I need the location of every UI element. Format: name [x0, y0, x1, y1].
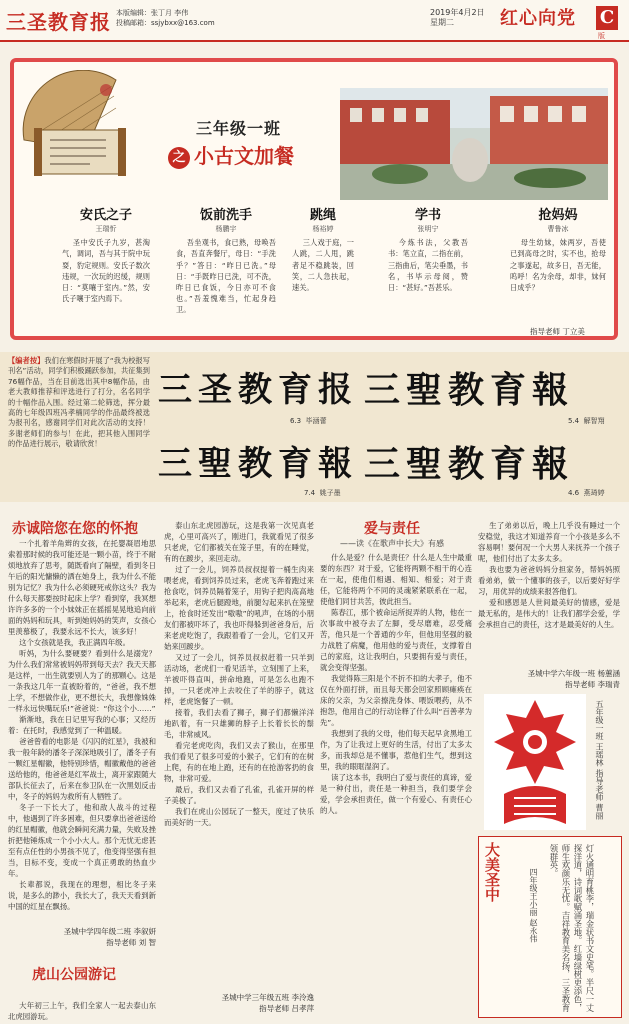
teacher-sign: 指导老师 吕孝萍	[259, 1004, 314, 1013]
story-2	[176, 208, 276, 316]
calligraphy-caption-3	[304, 488, 341, 498]
editor-line: 本版编辑：张丁月 李伟	[116, 9, 189, 17]
poem-lines: 灯火通明育桃李，瑞金状书文史笔。半尺一丈探洋道，诗词歌赋涌圣地。红墙绿树更添色，师生欢颜乐无忧。吉祥教育美名扬，三圣教育领群英。	[549, 844, 595, 1012]
story-text: 母生幼妹，妹两岁，吾使已到高母之时，实不也，抢母之事遂起，故多日，吾无能，呜呼！名为余母，却非，妹何日成乎？	[510, 238, 606, 293]
story-title: 饭前洗手	[199, 208, 252, 223]
fan-and-scroll-illustration	[16, 70, 144, 178]
author-sign: 圣城中学三年级五班 李泠逸	[221, 993, 314, 1002]
article-paragraph: 爸爸曾看的电影是《闪闪的红星》，我被和我一般年龄的潘冬子深深地吸引了，潘冬子有一颗红星帽徽，他特别珍惜，帽徽戴他的爸爸送给他的，他爸爸是红军战士，离开家跟随大部队长征去了，后来在参卫队在一次黑划反击中，冬子的妈妈为救所有人牺牲了。	[8, 737, 156, 801]
article-2-body	[164, 520, 314, 980]
story-title: 跳绳	[309, 208, 336, 223]
article-paragraph: 冬子一下长大了，他和敌人战斗的过程中，他遇到了许多困难，但只要拿出爸爸送给的红星帽徽，他就会瞬间充满力量，失败及挫折把他锤炼成一个小小大人。那个无忧无虑甚至有点任性的小男孩不见了，他变得坚强有担当，目标不变，变成一个真正勇敢的热血少年。	[8, 803, 156, 878]
article-3-subtitle: ——读《在歌声中长大》有感	[340, 539, 444, 548]
feature-teacher: 指导老师 丁立美	[530, 327, 585, 336]
score: 7.4	[304, 489, 316, 497]
series-title	[168, 140, 294, 169]
story-title: 学书	[414, 208, 441, 223]
email-line: 投稿邮箱：ssjybxx@163.com	[116, 19, 215, 27]
poem-title: 大美圣中	[483, 842, 501, 902]
article-4-sign	[478, 668, 620, 690]
calligraphy-work-2	[364, 362, 574, 413]
article-paragraph: 最后，我们又去看了孔雀，孔雀开屏的样子美极了。	[164, 785, 314, 805]
issue-weekday: 星期二	[430, 18, 454, 27]
page-letter-badge: C	[596, 6, 618, 30]
calligraphy-text: 三聖教育報	[364, 443, 575, 485]
score: 4.6	[568, 489, 580, 497]
series-name: 小古文加餐	[194, 144, 294, 168]
article-3-title: 爱与责任	[364, 521, 420, 537]
article-paragraph: 泰山东北虎园游玩，这是我第一次见真老虎，心里可高兴了，刚进门，我就看见了很多只老虎，它们都被关在笼子里，有的在睡觉，有的在踱步，来回走动。	[164, 521, 314, 563]
calligraphy-caption-2	[568, 416, 605, 426]
author: 姚子墨	[319, 489, 341, 497]
calligraphy-work-3	[158, 436, 358, 485]
article-paragraph: 接着，我们去看了狮子，狮子们都懒洋洋地趴着，有一只雄狮的脖子上长着长长的鬃毛，非常威风。	[164, 708, 314, 739]
article-paragraph: 长辈都说，我现在的理想，相比冬子来说，是多么的渺小，我长大了，我天天看到新中国的红星在飘扬。	[8, 880, 156, 911]
story-author: 杨鹏宇	[215, 225, 237, 233]
article-paragraph: 渐渐地，我在日记里写我的心事；又经历着：在托时，我感觉到了一种温暖。	[8, 715, 156, 735]
issue-date: 2019年4月2日	[430, 8, 485, 17]
article-paragraph: 一个扎着羊角辫的女孩，在托婴凝眉地思索着那时候的我可能还是一颗小苗，终于不耐烦地放弃了思考，随既看向了隔壁，看到冬日午后的阳光慵懒的洒在她身上，我为什么不能别为记忆？我为什么必须硬死戒你这头？我为什么每天都要按时起床上学？看到穿，我冥想许许多多的一个小妹妹正在摇摇晃晃地追向前面的妈妈和玩具，听到她妈妈的笑声，女孩心里羡慕极了，我要永远不长大，该多好！	[8, 539, 156, 636]
teacher-sign: 指导老师 刘 智	[106, 938, 156, 947]
article-1b-body	[8, 1000, 156, 1022]
story-title: 安氏之子	[79, 208, 132, 223]
story-author: 张明宁	[417, 225, 439, 233]
article-1b-title: 虎山公园游记	[32, 967, 116, 983]
story-1	[62, 208, 150, 304]
class-title: 三年级一班	[196, 119, 282, 138]
editor-note-text: 我们在寒假时开展了“我为校报写刊名”活动，同学们积极踊跃参加，共征集到76幅作品，当在目前选出其中8幅作品，由老大教师推荐和评选进行了打分，名名同学的十幅作品入围。经过第二轮筛选，挥分最高的七年级四班冯孝楠同学的作品最终被选为报刊名，感谢同学们对此次活动的支持！多谢老师们的参与！在此，把其他入围同学的作品进行展示，敬请欣赏！	[8, 356, 150, 449]
article-paragraph: 我想到了我的父母，他们每天起早贪黑地工作，为了让我过上更好的生活，付出了太多太多，而我却总是不懂事，惹他们生气，想到这里，我的眼眶湿润了。	[320, 729, 472, 771]
article-paragraph: 我觉得陈三阳是个不折不扣的大孝子，他不仅在外面打拼，而且每天都会回家照顾瘫痪在床的父亲，为父亲擦洗身体、喂饭喂药，从不抱怨，他用自己的行动诠释了什么叫“百善孝为先”。	[320, 674, 472, 727]
paper-cut-caption: 五年级一班 王瑶林 指导老师 曹丽	[595, 700, 604, 820]
article-paragraph: 读了这本书，我明白了爱与责任的真谛，爱是一种付出，责任是一种担当，我们要学会爱，学会承担责任，做一个有爱心、有责任心的人。	[320, 773, 472, 815]
editor-info	[116, 8, 215, 28]
article-paragraph: 又过了一会儿，饲养员叔叔赶着一只羊到活动场，老虎们一看见活羊，立刻围了上来，羊被吓得直叫，拼命地跑，可是怎么也跑不掉，一只老虎冲上去咬住了羊的脖子，就这样，老虎饱餐了一顿。	[164, 653, 314, 706]
story-5	[510, 208, 606, 293]
article-paragraph: 大年初三上午，我们全家人一起去泰山东北虎园游玩。	[8, 1001, 156, 1021]
score: 5.4	[568, 417, 580, 425]
author: 解智翔	[583, 417, 605, 425]
story-4	[388, 208, 468, 293]
article-1-title: 赤诚陪您在您的怀抱	[12, 521, 138, 537]
calligraphy-caption-1	[290, 416, 327, 426]
article-paragraph: 生了弟弟以后，晚上几乎没有睡过一个安稳觉，我这才知道养育一个小孩是多么不容易啊！要何况一个大男人来抚养一个孩子呢，他们付出了太多太多。	[478, 521, 620, 563]
story-author: 王瑞忻	[95, 225, 117, 233]
calligraphy-text: 三聖教育報	[158, 444, 358, 484]
section-title: 红心向党	[500, 8, 576, 29]
article-3-body	[320, 552, 472, 1018]
story-text: 今炼书法，父教吾书：笔立直，二指在前，三指曲后，笔尖垂墨，书名，书毕示母阅，赞日：“甚好。”吾甚乐。	[388, 238, 468, 293]
article-paragraph: 陈春江，那个被命运所捉弄的人物，他在一次事故中被夺去了左脚，受尽磨难，忍受痛苦，他只是一个普通的少年，但他用坚强的毅力战胜了病魔，他用他的爱与责任，支撑着自己的家庭，这让我明白，只要拥有爱与责任，就会变得坚强。	[320, 608, 472, 672]
campus-photo	[340, 88, 608, 200]
article-4-body	[478, 520, 620, 664]
editor-note	[8, 356, 150, 450]
article-paragraph: 我们在虎山公园玩了一整天，度过了快乐而美好的一天。	[164, 807, 314, 827]
article-1-sign	[8, 926, 156, 948]
calligraphy-work-1	[158, 362, 358, 411]
story-3	[292, 208, 354, 293]
article-paragraph: 看完老虎吃肉，我们又去了猴山，在那里我们看见了很多可爱的小猴子，它们有的在树上爬，有的在地上跑，还有的在抢游客扔的食物，非常可爱。	[164, 741, 314, 783]
story-text: 三人戏于庭，一人跳，二人甩，跳者足不稳跳装，回笑，二人急扶起，速关。	[292, 238, 354, 293]
story-text: 吾坐观书，食已熟，母唤吾食，吾直奔餐厅，母日：“手洗乎？”答日：“昨日已洗。”母日：“手既昨日已洗，可不洗，昨日已食饭，今日亦可不食也。”吾羞愧难当，忙起身趋卫。	[176, 238, 276, 315]
article-paragraph: 这个女孩就是我，我正满四年级。	[19, 638, 130, 647]
calligraphy-text: 三聖教育報	[364, 369, 575, 411]
article-paragraph: 过了一会儿，饲养员叔叔提着一桶生肉来喂老虎，看到饲养员过来，老虎飞奔着跑过来抢食吃，饲养员隔着笼子，用钩子把肉高高地举起来，老虎后腿蹬地，前腿勾起来扒在笼壁上，抢食时还发出“嗷嗷”的吼声，在场的小朋友们都被吓坏了，我也吓得躲到爸爸身后，后来老虎吃饱了，我跟着看了一会儿，它们又开始来回踱步。	[164, 565, 314, 651]
story-author: 曹鲁冰	[547, 225, 569, 233]
story-title: 抢妈妈	[538, 208, 578, 223]
score: 6.3	[290, 417, 302, 425]
poem-author: 四年级王小丽 赵永伟	[529, 868, 538, 943]
author: 毕涵蕾	[305, 417, 327, 425]
series-circle-char: 之	[168, 147, 190, 169]
editor-note-label: 【编者按】	[8, 356, 45, 365]
story-author: 杨裕婷	[312, 225, 334, 233]
paper-cut-illustration	[484, 694, 586, 830]
masthead-title: 三圣教育报	[6, 10, 111, 34]
calligraphy-text: 三圣教育报	[158, 370, 358, 410]
teacher-sign: 指导老师 李瑞青	[565, 680, 620, 689]
author-sign: 圣城中学四年级二班 李叙妍	[63, 927, 156, 936]
article-2-sign	[164, 992, 314, 1014]
article-1-body	[8, 538, 156, 924]
story-text: 圣中安氏子九岁，甚淘气，调词，吾与其于院中玩耍，豹定规则。安氏子数次违规，一次玩的迟缓，规则日：“莫嚷于室内。”然，安氏子嚷于室内焉下。	[62, 238, 150, 304]
article-paragraph: 什么是爱？什么是责任？什么是人生中最重要的东西？对于爱，它能将两颗不相干的心连在一起，使他们相遇、相知、相爱；对于责任，它能将两个不同的灵魂紧紧联系在一起，使他们同甘共苦，彼此担当。	[320, 553, 472, 606]
article-paragraph: 我也要为爸爸妈妈分担家务，帮妈妈照看弟弟，做一个懂事的孩子，以后要好好学习，用优异的成绩来报答他们。	[478, 565, 620, 596]
page-suffix: 版	[598, 32, 605, 40]
article-paragraph: 听妈，为什么要硬要？看到什么是溺宠？为什么我们常常被妈妈带到每天去？我天天都是这样，一出生就要别人为了的那颗心。这是一条我这几年一直被盼着的，“爸爸，我不想上学，不想做作业，更不想长大，我想像姝姝一样永远快嘴玩乐!”爸爸说：“你这个小……”	[8, 649, 156, 713]
author: 燕琦婷	[583, 489, 605, 497]
author-sign: 圣城中学六年级一班 杨蕙涵	[527, 669, 620, 678]
article-paragraph: 爱和感恩是人世间最美好的情感，爱是最无私的，是伟大的！让我们都学会爱，学会承担自己的责任，这才是最美好的人生。	[478, 598, 620, 629]
calligraphy-work-4	[364, 436, 574, 487]
calligraphy-caption-4	[568, 488, 605, 498]
date-block	[430, 8, 485, 28]
